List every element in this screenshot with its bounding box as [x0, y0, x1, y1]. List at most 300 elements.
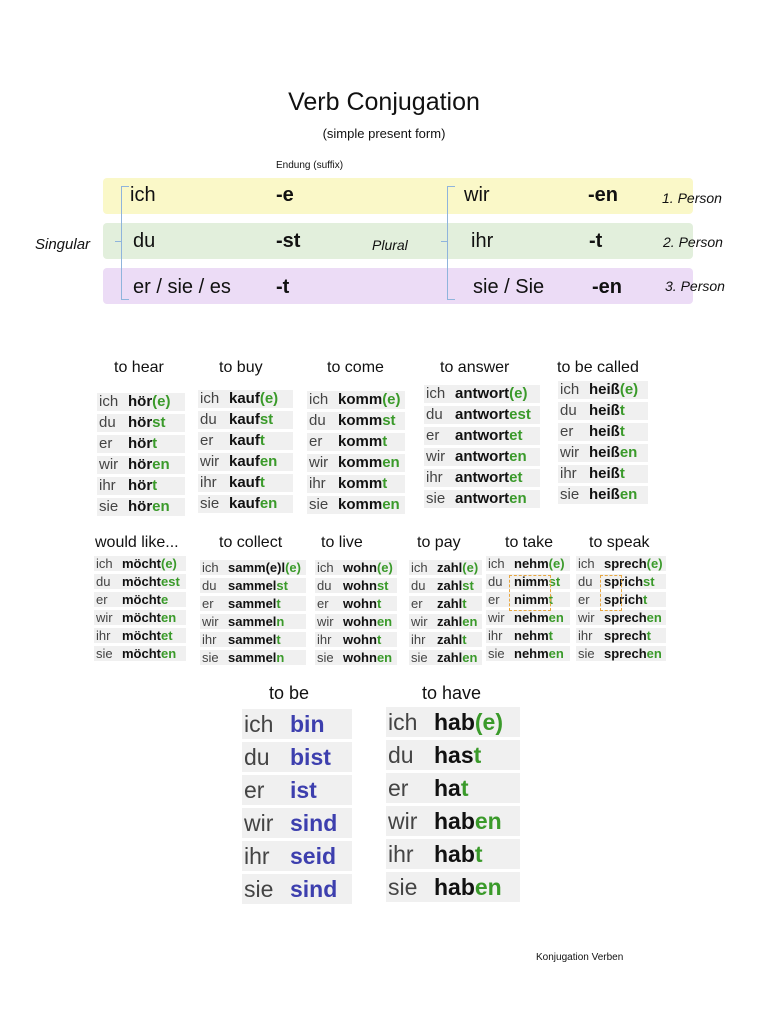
- verb-stem: hab: [434, 709, 475, 735]
- pronoun: ihr: [96, 628, 111, 643]
- verb-title: to be called: [557, 359, 639, 376]
- verb-stem: sammel: [228, 614, 277, 629]
- verb-ending: t: [152, 477, 158, 494]
- verb-ending: en: [619, 444, 638, 461]
- verb-ending: et: [509, 469, 523, 486]
- conjugation-row: [558, 423, 648, 441]
- pronoun: du: [244, 744, 270, 770]
- conjugation-row: [307, 412, 405, 430]
- conjugation-row: [94, 646, 186, 661]
- pronoun: er: [488, 592, 500, 607]
- verb-stem: wohn: [343, 596, 377, 611]
- pronoun: ich: [96, 556, 113, 571]
- verb-stem: zahl: [437, 596, 463, 611]
- conjugation-row: [200, 560, 306, 575]
- conjugation-row: [486, 628, 570, 643]
- verb-ending: e: [161, 592, 169, 607]
- conjugation-row: [97, 477, 185, 495]
- verb-stem: komm: [338, 496, 383, 513]
- conjugation-table: [97, 393, 185, 519]
- verb-stem: wohn: [343, 578, 377, 593]
- verb-stem: antwort: [455, 427, 510, 444]
- verb-form: bist: [290, 744, 331, 770]
- verb-stem: zahl: [437, 632, 463, 647]
- verb-stem: hab: [434, 874, 475, 900]
- conjugation-row: [576, 628, 666, 643]
- verb-ending: t: [643, 592, 648, 607]
- verb-stem: komm: [338, 391, 383, 408]
- ending-pl-suffix: -en: [592, 276, 622, 298]
- pronoun: ihr: [578, 628, 593, 643]
- conjugation-table: [386, 707, 520, 905]
- pronoun: wir: [317, 614, 334, 629]
- verb-ending: st: [548, 574, 561, 589]
- verb-stem: antwort: [455, 448, 510, 465]
- verb-ending: t: [619, 402, 625, 419]
- conjugation-row: [242, 742, 352, 772]
- verb-form: sind: [290, 810, 338, 836]
- person-label: 3. Person: [665, 278, 725, 294]
- verb-ending: (e): [462, 560, 479, 575]
- verb-stem: wohn: [343, 560, 377, 575]
- conjugation-row: [424, 490, 540, 508]
- verb-title: to answer: [440, 359, 510, 376]
- pronoun: ihr: [309, 475, 326, 492]
- pronoun: er: [99, 435, 113, 452]
- verb-ending: t: [462, 632, 467, 647]
- pronoun: ich: [244, 711, 274, 737]
- verb-ending: t: [474, 841, 483, 867]
- pronoun: ihr: [388, 841, 414, 867]
- conjugation-row: [315, 560, 397, 575]
- verb-stem: heiß: [589, 423, 620, 440]
- pronoun: sie: [317, 650, 334, 665]
- verb-stem: wohn: [343, 632, 377, 647]
- conjugation-row: [386, 806, 520, 836]
- verb-stem: hör: [128, 477, 153, 494]
- pronoun: er: [560, 423, 574, 440]
- pronoun: er: [426, 427, 440, 444]
- verb-title: to live: [321, 534, 363, 551]
- verb-form: sind: [290, 876, 338, 902]
- pronoun: du: [488, 574, 503, 589]
- verb-stem: antwort: [455, 490, 510, 507]
- vowel-change-highlight: [509, 575, 554, 611]
- verb-stem: kauf: [229, 453, 260, 470]
- conjugation-row: [409, 650, 482, 665]
- conjugation-table: [315, 560, 397, 668]
- verb-stem: sammel: [228, 596, 277, 611]
- verb-stem: sprech: [604, 646, 647, 661]
- conjugation-row: [558, 465, 648, 483]
- verb-ending: (e): [509, 385, 528, 402]
- verb-ending: t: [462, 596, 467, 611]
- verb-stem: antwort: [455, 469, 510, 486]
- conjugation-row: [424, 427, 540, 445]
- verb-ending: (e): [646, 556, 663, 571]
- verb-ending: t: [619, 423, 625, 440]
- verb-stem: kauf: [229, 474, 260, 491]
- conjugation-table: [94, 556, 186, 664]
- conjugation-row: [409, 614, 482, 629]
- verb-ending: t: [376, 632, 382, 647]
- pronoun: ich: [426, 385, 446, 402]
- verb-ending: en: [259, 453, 278, 470]
- verb-stem: sammel: [228, 632, 277, 647]
- pronoun: wir: [96, 610, 113, 625]
- verb-ending: st: [376, 578, 389, 593]
- conjugation-row: [198, 495, 293, 513]
- ending-pl-pronoun: wir: [464, 184, 490, 206]
- conjugation-row: [200, 614, 306, 629]
- conjugation-row: [198, 432, 293, 450]
- verb-stem: antwort: [455, 406, 510, 423]
- verb-ending: t: [382, 475, 388, 492]
- conjugation-row: [386, 872, 520, 902]
- pronoun: ihr: [488, 628, 503, 643]
- verb-ending: en: [161, 646, 177, 661]
- conjugation-row: [307, 433, 405, 451]
- conjugation-row: [97, 498, 185, 516]
- verb-ending: t: [473, 742, 482, 768]
- pronoun: wir: [578, 610, 595, 625]
- verb-ending: en: [548, 646, 564, 661]
- verb-stem: wohn: [343, 614, 377, 629]
- verb-ending: en: [462, 650, 478, 665]
- conjugation-row: [97, 393, 185, 411]
- pronoun: er: [200, 432, 214, 449]
- pronoun: du: [200, 411, 217, 428]
- verb-ending: en: [382, 454, 400, 471]
- conjugation-row: [200, 596, 306, 611]
- verb-stem: antwort: [455, 385, 510, 402]
- pronoun: wir: [200, 453, 220, 470]
- verb-stem: nimm: [514, 592, 549, 607]
- conjugation-row: [409, 578, 482, 593]
- conjugation-row: [558, 486, 648, 504]
- conjugation-row: [97, 414, 185, 432]
- verb-ending: st: [152, 414, 166, 431]
- verb-ending: st: [259, 411, 274, 428]
- conjugation-table: [307, 391, 405, 517]
- verb-stem: sprech: [604, 610, 647, 625]
- verb-stem: komm: [338, 433, 383, 450]
- pronoun: du: [309, 412, 326, 429]
- conjugation-table: [200, 560, 306, 668]
- verb-ending: (e): [619, 381, 639, 398]
- pronoun: wir: [388, 808, 418, 834]
- pronoun: ich: [388, 709, 418, 735]
- pronoun: er: [317, 596, 329, 611]
- singular-bracket-tick: [115, 241, 121, 242]
- conjugation-row: [94, 610, 186, 625]
- ending-pl-suffix: -en: [588, 184, 618, 206]
- verb-title: to buy: [219, 359, 263, 376]
- verb-ending: st: [382, 412, 396, 429]
- pronoun: er: [202, 596, 214, 611]
- conjugation-row: [94, 592, 186, 607]
- conjugation-row: [424, 406, 540, 424]
- pronoun: ihr: [99, 477, 116, 494]
- pronoun: wir: [309, 454, 329, 471]
- verb-ending: st: [276, 578, 288, 593]
- verb-ending: et: [161, 628, 173, 643]
- plural-bracket-tick: [441, 241, 447, 242]
- conjugation-row: [576, 610, 666, 625]
- verb-ending: st: [462, 578, 474, 593]
- conjugation-row: [386, 773, 520, 803]
- verb-stem: kauf: [229, 411, 260, 428]
- pronoun: du: [411, 578, 426, 593]
- verb-ending: en: [548, 610, 564, 625]
- verb-stem: hab: [434, 841, 475, 867]
- conjugation-table: [558, 381, 648, 507]
- verb-ending: (e): [376, 560, 393, 575]
- conjugation-row: [315, 596, 397, 611]
- conjugation-row: [307, 391, 405, 409]
- ending-sg-pronoun: er / sie / es: [133, 276, 231, 298]
- conjugation-row: [558, 402, 648, 420]
- pronoun: ihr: [317, 632, 332, 647]
- verb-stem: kauf: [229, 495, 260, 512]
- verb-stem: heiß: [589, 402, 620, 419]
- conjugation-row: [307, 454, 405, 472]
- person-label: 1. Person: [662, 190, 722, 206]
- conjugation-row: [307, 496, 405, 514]
- pronoun: du: [560, 402, 577, 419]
- pronoun: sie: [202, 650, 219, 665]
- pronoun: wir: [488, 610, 505, 625]
- pronoun: ich: [309, 391, 329, 408]
- conjugation-row: [94, 556, 186, 571]
- verb-stem: komm: [338, 475, 383, 492]
- verb-ending: st: [643, 574, 655, 589]
- pronoun: ihr: [411, 632, 426, 647]
- conjugation-row: [198, 390, 293, 408]
- conjugation-row: [424, 469, 540, 487]
- conjugation-table: [198, 390, 293, 516]
- pronoun: er: [309, 433, 323, 450]
- verb-stem: komm: [338, 454, 383, 471]
- conjugation-row: [386, 839, 520, 869]
- pronoun: wir: [244, 810, 274, 836]
- verb-stem: has: [434, 742, 474, 768]
- conjugation-row: [386, 707, 520, 737]
- verb-stem: möcht: [122, 628, 161, 643]
- conjugation-row: [200, 632, 306, 647]
- verb-stem: hör: [128, 414, 153, 431]
- verb-ending: n: [276, 650, 285, 665]
- conjugation-row: [576, 556, 666, 571]
- conjugation-row: [315, 632, 397, 647]
- verb-ending: en: [619, 486, 638, 503]
- verb-form: seid: [290, 843, 337, 869]
- verb-stem: sprich: [604, 574, 644, 589]
- pronoun: ich: [560, 381, 580, 398]
- pronoun: sie: [578, 646, 595, 661]
- verb-ending: en: [462, 614, 478, 629]
- pronoun: ich: [202, 560, 219, 575]
- verb-stem: sprech: [604, 628, 647, 643]
- conjugation-row: [198, 453, 293, 471]
- endung-label: Endung (suffix): [276, 160, 344, 171]
- person-label: 2. Person: [663, 234, 723, 250]
- pronoun: wir: [426, 448, 446, 465]
- verb-ending: n: [276, 614, 285, 629]
- pronoun: er: [388, 775, 409, 801]
- verb-ending: en: [509, 448, 527, 465]
- verb-ending: (e): [161, 556, 177, 571]
- pronoun: wir: [99, 456, 119, 473]
- conjugation-row: [242, 709, 352, 739]
- verb-ending: t: [460, 775, 469, 801]
- verb-title: would like...: [95, 534, 179, 551]
- verb-title: to hear: [114, 359, 164, 376]
- pronoun: du: [578, 574, 593, 589]
- verb-stem: kauf: [229, 432, 260, 449]
- verb-stem: zahl: [437, 650, 463, 665]
- verb-ending: (e): [548, 556, 565, 571]
- verb-ending: t: [259, 432, 265, 449]
- conjugation-row: [424, 448, 540, 466]
- verb-title: to take: [505, 534, 554, 551]
- verb-ending: est: [509, 406, 531, 423]
- conjugation-row: [94, 574, 186, 589]
- conjugation-row: [315, 578, 397, 593]
- verb-stem: nimm: [514, 574, 549, 589]
- conjugation-row: [558, 381, 648, 399]
- verb-ending: en: [646, 646, 662, 661]
- pronoun: sie: [488, 646, 505, 661]
- pronoun: sie: [96, 646, 113, 661]
- pronoun: du: [99, 414, 116, 431]
- pronoun: er: [244, 777, 265, 803]
- verb-stem: komm: [338, 412, 383, 429]
- pronoun: du: [202, 578, 217, 593]
- verb-stem: ha: [434, 775, 461, 801]
- verb-ending: en: [646, 610, 662, 625]
- conjugation-row: [486, 646, 570, 661]
- verb-title: to speak: [589, 534, 650, 551]
- pronoun: sie: [388, 874, 418, 900]
- conjugation-row: [576, 646, 666, 661]
- pronoun: wir: [560, 444, 580, 461]
- pronoun: sie: [411, 650, 428, 665]
- conjugation-row: [242, 808, 352, 838]
- pronoun: sie: [309, 496, 329, 513]
- ending-sg-suffix: -t: [276, 276, 290, 298]
- verb-ending: en: [152, 456, 170, 473]
- verb-ending: t: [382, 433, 388, 450]
- verb-title: to collect: [219, 534, 283, 551]
- ending-pl-pronoun: ihr: [471, 230, 494, 252]
- conjugation-table: [424, 385, 540, 511]
- verb-ending: et: [509, 427, 523, 444]
- conjugation-row: [409, 596, 482, 611]
- verb-title: to be: [269, 683, 310, 703]
- verb-ending: t: [548, 592, 554, 607]
- conjugation-row: [200, 578, 306, 593]
- verb-ending: (e): [474, 709, 504, 735]
- verb-stem: nehm: [514, 628, 549, 643]
- ending-sg-suffix: -e: [276, 184, 294, 206]
- verb-ending: (e): [382, 391, 401, 408]
- conjugation-table: [242, 709, 352, 907]
- verb-ending: en: [161, 610, 177, 625]
- conjugation-row: [486, 556, 570, 571]
- conjugation-row: [315, 650, 397, 665]
- verb-ending: t: [276, 632, 281, 647]
- verb-ending: t: [276, 596, 281, 611]
- verb-stem: möcht: [122, 646, 161, 661]
- verb-stem: möcht: [122, 556, 161, 571]
- verb-stem: möcht: [122, 592, 161, 607]
- verb-ending: en: [376, 614, 393, 629]
- pronoun: du: [317, 578, 332, 593]
- verb-stem: hör: [128, 393, 153, 410]
- verb-stem: zahl: [437, 578, 463, 593]
- pronoun: wir: [202, 614, 219, 629]
- verb-ending: t: [646, 628, 651, 643]
- verb-ending: (e): [285, 560, 301, 575]
- ending-pl-pronoun: sie / Sie: [473, 276, 545, 298]
- conjugation-row: [198, 474, 293, 492]
- verb-ending: (e): [152, 393, 171, 410]
- conjugation-row: [97, 435, 185, 453]
- verb-stem: zahl: [437, 614, 463, 629]
- verb-ending: t: [376, 596, 382, 611]
- conjugation-table: [409, 560, 482, 668]
- verb-ending: t: [259, 474, 265, 491]
- pronoun: sie: [560, 486, 580, 503]
- verb-stem: heiß: [589, 381, 620, 398]
- conjugation-row: [307, 475, 405, 493]
- pronoun: sie: [200, 495, 220, 512]
- pronoun: sie: [244, 876, 274, 902]
- verb-stem: nehm: [514, 556, 549, 571]
- verb-stem: wohn: [343, 650, 377, 665]
- pronoun: wir: [411, 614, 428, 629]
- pronoun: ihr: [426, 469, 443, 486]
- verb-ending: en: [474, 808, 502, 834]
- verb-stem: heiß: [589, 465, 620, 482]
- page-subtitle: (simple present form): [322, 126, 446, 141]
- pronoun: sie: [99, 498, 119, 515]
- conjugation-row: [198, 411, 293, 429]
- pronoun: ihr: [244, 843, 270, 869]
- singular-bracket: [121, 186, 129, 300]
- verb-ending: en: [376, 650, 393, 665]
- pronoun: ich: [99, 393, 119, 410]
- singular-label: Singular: [35, 236, 91, 253]
- verb-ending: est: [161, 574, 180, 589]
- pronoun: sie: [426, 490, 446, 507]
- conjugation-row: [97, 456, 185, 474]
- conjugation-row: [409, 632, 482, 647]
- conjugation-row: [242, 874, 352, 904]
- verb-stem: heiß: [589, 444, 620, 461]
- conjugation-row: [486, 610, 570, 625]
- verb-stem: sammel: [228, 650, 277, 665]
- verb-stem: sammel: [228, 578, 277, 593]
- verb-stem: heiß: [589, 486, 620, 503]
- verb-stem: samm(e)l: [228, 560, 286, 575]
- conjugation-row: [242, 841, 352, 871]
- verb-ending: en: [382, 496, 400, 513]
- page-title: Verb Conjugation: [288, 88, 480, 116]
- conjugation-row: [386, 740, 520, 770]
- pronoun: du: [388, 742, 414, 768]
